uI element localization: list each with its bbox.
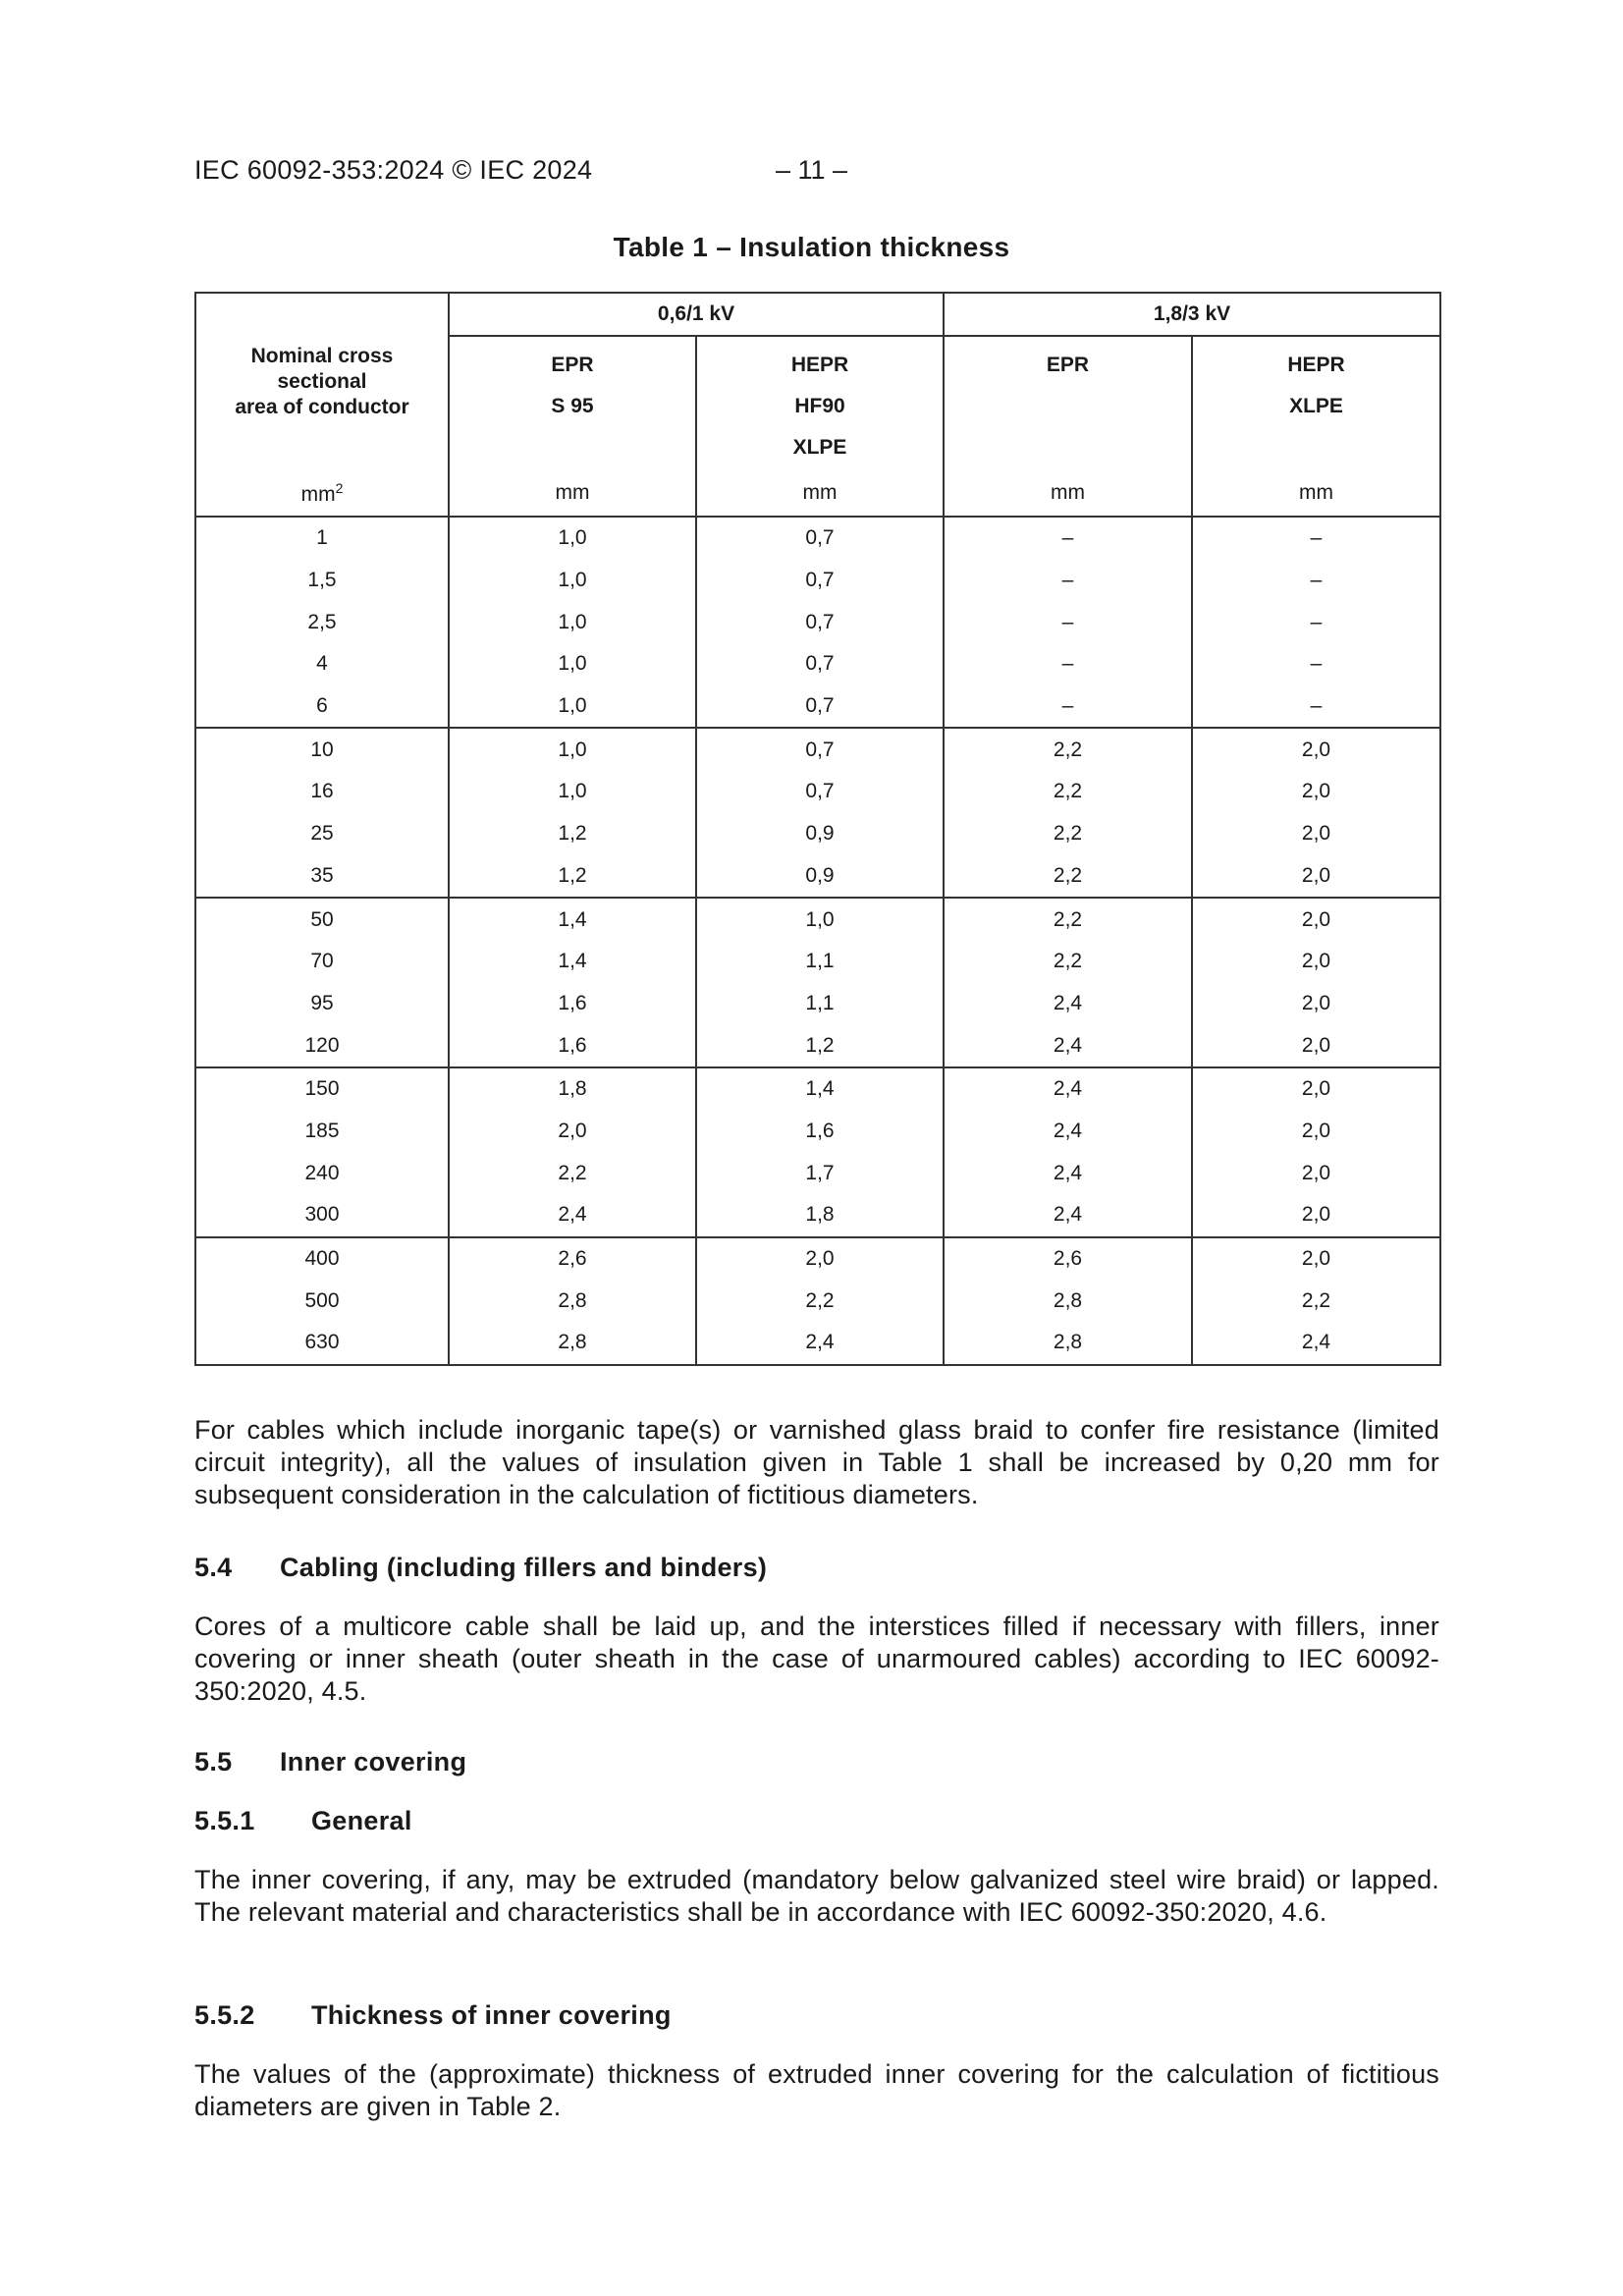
- page-header: IEC 60092-353:2024 © IEC 2024: [194, 155, 593, 185]
- thickness-cell: 2,8: [449, 1322, 696, 1365]
- thickness-cell: 1,1: [696, 983, 944, 1025]
- conductor-area-header: [195, 336, 449, 470]
- thickness-cell: –: [944, 643, 1192, 685]
- section-5-5-1-heading: [194, 1806, 412, 1836]
- thickness-cell: 0,7: [696, 685, 944, 729]
- unit-thickness: mm: [696, 470, 944, 517]
- thickness-cell: 1,0: [449, 728, 696, 771]
- thickness-cell: 1,2: [449, 855, 696, 899]
- thickness-cell: 1,2: [696, 1024, 944, 1067]
- thickness-cell: 2,4: [944, 1152, 1192, 1194]
- conductor-area-cell: 630: [195, 1322, 449, 1365]
- column-header-line: HF90: [794, 395, 845, 417]
- voltage-group-1-8-3kv: 1,8/3 kV: [944, 293, 1440, 336]
- column-header-line: S 95: [551, 395, 594, 417]
- column-header-hepr-hf90-xlpe: [696, 336, 944, 470]
- thickness-cell: 2,0: [1192, 898, 1440, 941]
- thickness-cell: 2,0: [696, 1237, 944, 1281]
- section-number: 5.5: [194, 1747, 233, 1777]
- table-row: [195, 1194, 1440, 1237]
- table-row: [195, 898, 1440, 941]
- unit-area-superscript: 2: [335, 479, 344, 496]
- thickness-cell: 2,2: [944, 728, 1192, 771]
- section-5-5-1-text: The inner covering, if any, may be extruded (mandatory below galvanized steel wire braid) or lapped. The relevant material and characteristics shall be in accordance with IEC 60092-350:2020, 4.6.: [194, 1865, 1439, 1927]
- thickness-cell: –: [1192, 517, 1440, 560]
- column-header-epr: [944, 336, 1192, 470]
- thickness-cell: 2,0: [1192, 1194, 1440, 1237]
- thickness-cell: 2,0: [1192, 983, 1440, 1025]
- conductor-area-cell: 25: [195, 813, 449, 855]
- thickness-cell: 0,9: [696, 813, 944, 855]
- table-row: [195, 1067, 1440, 1111]
- section-5-5-2-text: The values of the (approximate) thickness of extruded inner covering for the calculation of fictitious diameters are given in Table 2.: [194, 2059, 1439, 2121]
- conductor-header-line: Nominal cross: [250, 345, 394, 367]
- table-row: [195, 1111, 1440, 1153]
- thickness-cell: 2,0: [1192, 1024, 1440, 1067]
- thickness-cell: –: [944, 560, 1192, 602]
- thickness-cell: –: [1192, 601, 1440, 643]
- thickness-cell: 0,7: [696, 728, 944, 771]
- thickness-cell: 2,4: [944, 1194, 1192, 1237]
- thickness-cell: 1,8: [449, 1067, 696, 1111]
- column-header-line: EPR: [551, 354, 594, 376]
- section-5-5-2-heading: [194, 2000, 672, 2031]
- table-row: [195, 1237, 1440, 1281]
- thickness-cell: 2,0: [1192, 1237, 1440, 1281]
- thickness-cell: 2,0: [1192, 813, 1440, 855]
- section-number: 5.5.2: [194, 2000, 255, 2030]
- thickness-cell: 2,0: [1192, 855, 1440, 899]
- conductor-area-cell: 35: [195, 855, 449, 899]
- voltage-group-0-6-1kv: 0,6/1 kV: [449, 293, 944, 336]
- section-number: 5.4: [194, 1553, 233, 1582]
- table-row: [195, 560, 1440, 602]
- conductor-header-line: area of conductor: [235, 396, 409, 418]
- thickness-cell: –: [944, 685, 1192, 729]
- thickness-cell: 1,8: [696, 1194, 944, 1237]
- table-row: [195, 941, 1440, 983]
- section-title: Inner covering: [280, 1747, 467, 1777]
- table-row: [195, 517, 1440, 560]
- thickness-cell: 1,7: [696, 1152, 944, 1194]
- thickness-cell: 2,4: [944, 1111, 1192, 1153]
- thickness-cell: 2,2: [944, 771, 1192, 813]
- conductor-area-cell: 95: [195, 983, 449, 1025]
- unit-area-text: mm: [300, 482, 336, 506]
- thickness-cell: –: [1192, 643, 1440, 685]
- conductor-area-cell: 300: [195, 1194, 449, 1237]
- thickness-cell: –: [944, 517, 1192, 560]
- table-row: [195, 601, 1440, 643]
- conductor-area-cell: 2,5: [195, 601, 449, 643]
- thickness-cell: –: [1192, 685, 1440, 729]
- thickness-cell: –: [944, 601, 1192, 643]
- thickness-cell: –: [1192, 560, 1440, 602]
- thickness-cell: 0,7: [696, 517, 944, 560]
- section-number: 5.5.1: [194, 1806, 255, 1835]
- conductor-area-cell: 150: [195, 1067, 449, 1111]
- column-header-line: XLPE: [1289, 395, 1343, 417]
- thickness-cell: 0,7: [696, 643, 944, 685]
- thickness-cell: 2,4: [696, 1322, 944, 1365]
- table-row: [195, 983, 1440, 1025]
- unit-thickness: mm: [944, 470, 1192, 517]
- thickness-cell: 2,2: [696, 1280, 944, 1322]
- thickness-cell: 1,2: [449, 813, 696, 855]
- thickness-cell: 1,0: [449, 643, 696, 685]
- table-row: [195, 1280, 1440, 1322]
- table-row: [195, 685, 1440, 729]
- table-row: [195, 1024, 1440, 1067]
- table-row: [195, 1152, 1440, 1194]
- thickness-cell: 2,0: [1192, 1111, 1440, 1153]
- section-title: Cabling (including fillers and binders): [280, 1553, 768, 1582]
- section-5-5-heading: [194, 1747, 466, 1777]
- thickness-cell: 2,2: [944, 898, 1192, 941]
- column-header-line: EPR: [1046, 354, 1090, 376]
- thickness-cell: 0,9: [696, 855, 944, 899]
- column-header-epr-s95: [449, 336, 696, 470]
- conductor-area-cell: 4: [195, 643, 449, 685]
- thickness-cell: 2,6: [944, 1237, 1192, 1281]
- thickness-cell: 2,4: [944, 1024, 1192, 1067]
- thickness-cell: 1,0: [696, 898, 944, 941]
- thickness-cell: 2,8: [944, 1322, 1192, 1365]
- thickness-cell: 2,6: [449, 1237, 696, 1281]
- thickness-cell: 1,6: [449, 1024, 696, 1067]
- table-corner-cell: [195, 293, 449, 336]
- unit-area: [195, 470, 449, 517]
- thickness-cell: 0,7: [696, 560, 944, 602]
- thickness-cell: 2,2: [449, 1152, 696, 1194]
- column-header-hepr-xlpe: [1192, 336, 1440, 470]
- conductor-area-cell: 1: [195, 517, 449, 560]
- insulation-thickness-table: [194, 292, 1441, 1366]
- thickness-cell: 1,0: [449, 601, 696, 643]
- thickness-cell: 2,4: [1192, 1322, 1440, 1365]
- column-header-line: HEPR: [790, 354, 849, 376]
- unit-thickness: mm: [449, 470, 696, 517]
- conductor-area-cell: 500: [195, 1280, 449, 1322]
- thickness-cell: 2,0: [1192, 728, 1440, 771]
- section-title: General: [311, 1806, 412, 1835]
- section-title: Thickness of inner covering: [311, 2000, 672, 2030]
- table-row: [195, 813, 1440, 855]
- table-row: [195, 1322, 1440, 1365]
- fire-resistance-note: For cables which include inorganic tape(s) or varnished glass braid to confer fire resistance (limited circuit integrity), all the values of insulation given in Table 1 shall be increased by 0,20 mm for subsequent consideration in the calculation of fictitious diameters.: [194, 1415, 1439, 1509]
- conductor-area-cell: 6: [195, 685, 449, 729]
- thickness-cell: 1,1: [696, 941, 944, 983]
- unit-thickness: mm: [1192, 470, 1440, 517]
- conductor-area-cell: 50: [195, 898, 449, 941]
- thickness-cell: 2,8: [449, 1280, 696, 1322]
- thickness-cell: 2,4: [944, 983, 1192, 1025]
- thickness-cell: 1,0: [449, 685, 696, 729]
- thickness-cell: 2,2: [944, 941, 1192, 983]
- table-row: [195, 771, 1440, 813]
- thickness-cell: 2,4: [449, 1194, 696, 1237]
- conductor-area-cell: 16: [195, 771, 449, 813]
- conductor-area-cell: 10: [195, 728, 449, 771]
- conductor-area-cell: 70: [195, 941, 449, 983]
- thickness-cell: 1,0: [449, 771, 696, 813]
- thickness-cell: 2,8: [944, 1280, 1192, 1322]
- thickness-cell: 1,6: [696, 1111, 944, 1153]
- conductor-area-cell: 120: [195, 1024, 449, 1067]
- thickness-cell: 2,0: [1192, 771, 1440, 813]
- conductor-area-cell: 240: [195, 1152, 449, 1194]
- thickness-cell: 1,4: [449, 941, 696, 983]
- thickness-cell: 2,0: [449, 1111, 696, 1153]
- table-body: [195, 517, 1440, 1365]
- thickness-cell: 2,2: [1192, 1280, 1440, 1322]
- thickness-cell: 2,4: [944, 1067, 1192, 1111]
- conductor-area-cell: 185: [195, 1111, 449, 1153]
- column-header-line: HEPR: [1287, 354, 1345, 376]
- thickness-cell: 1,4: [696, 1067, 944, 1111]
- thickness-cell: 0,7: [696, 771, 944, 813]
- thickness-cell: 1,0: [449, 560, 696, 602]
- conductor-header-line: sectional: [277, 370, 367, 393]
- conductor-area-cell: 400: [195, 1237, 449, 1281]
- thickness-cell: 2,2: [944, 813, 1192, 855]
- thickness-cell: 2,0: [1192, 1152, 1440, 1194]
- table-row: [195, 643, 1440, 685]
- thickness-cell: 1,0: [449, 517, 696, 560]
- thickness-cell: 0,7: [696, 601, 944, 643]
- table-row: [195, 728, 1440, 771]
- thickness-cell: 1,6: [449, 983, 696, 1025]
- table-title: Table 1 – Insulation thickness: [613, 232, 1010, 262]
- thickness-cell: 2,0: [1192, 1067, 1440, 1111]
- thickness-cell: 2,0: [1192, 941, 1440, 983]
- section-5-4-text: Cores of a multicore cable shall be laid up, and the interstices filled if necessary with fillers, inner covering or inner sheath (outer sheath in the case of unarmoured cables) according to IEC 60092-350:2020, 4.5.: [194, 1612, 1439, 1706]
- column-header-line: XLPE: [792, 436, 847, 459]
- table-row: [195, 855, 1440, 899]
- thickness-cell: 2,2: [944, 855, 1192, 899]
- thickness-cell: 1,4: [449, 898, 696, 941]
- page-number: – 11 –: [776, 155, 848, 185]
- section-5-4-heading: [194, 1553, 767, 1583]
- conductor-area-cell: 1,5: [195, 560, 449, 602]
